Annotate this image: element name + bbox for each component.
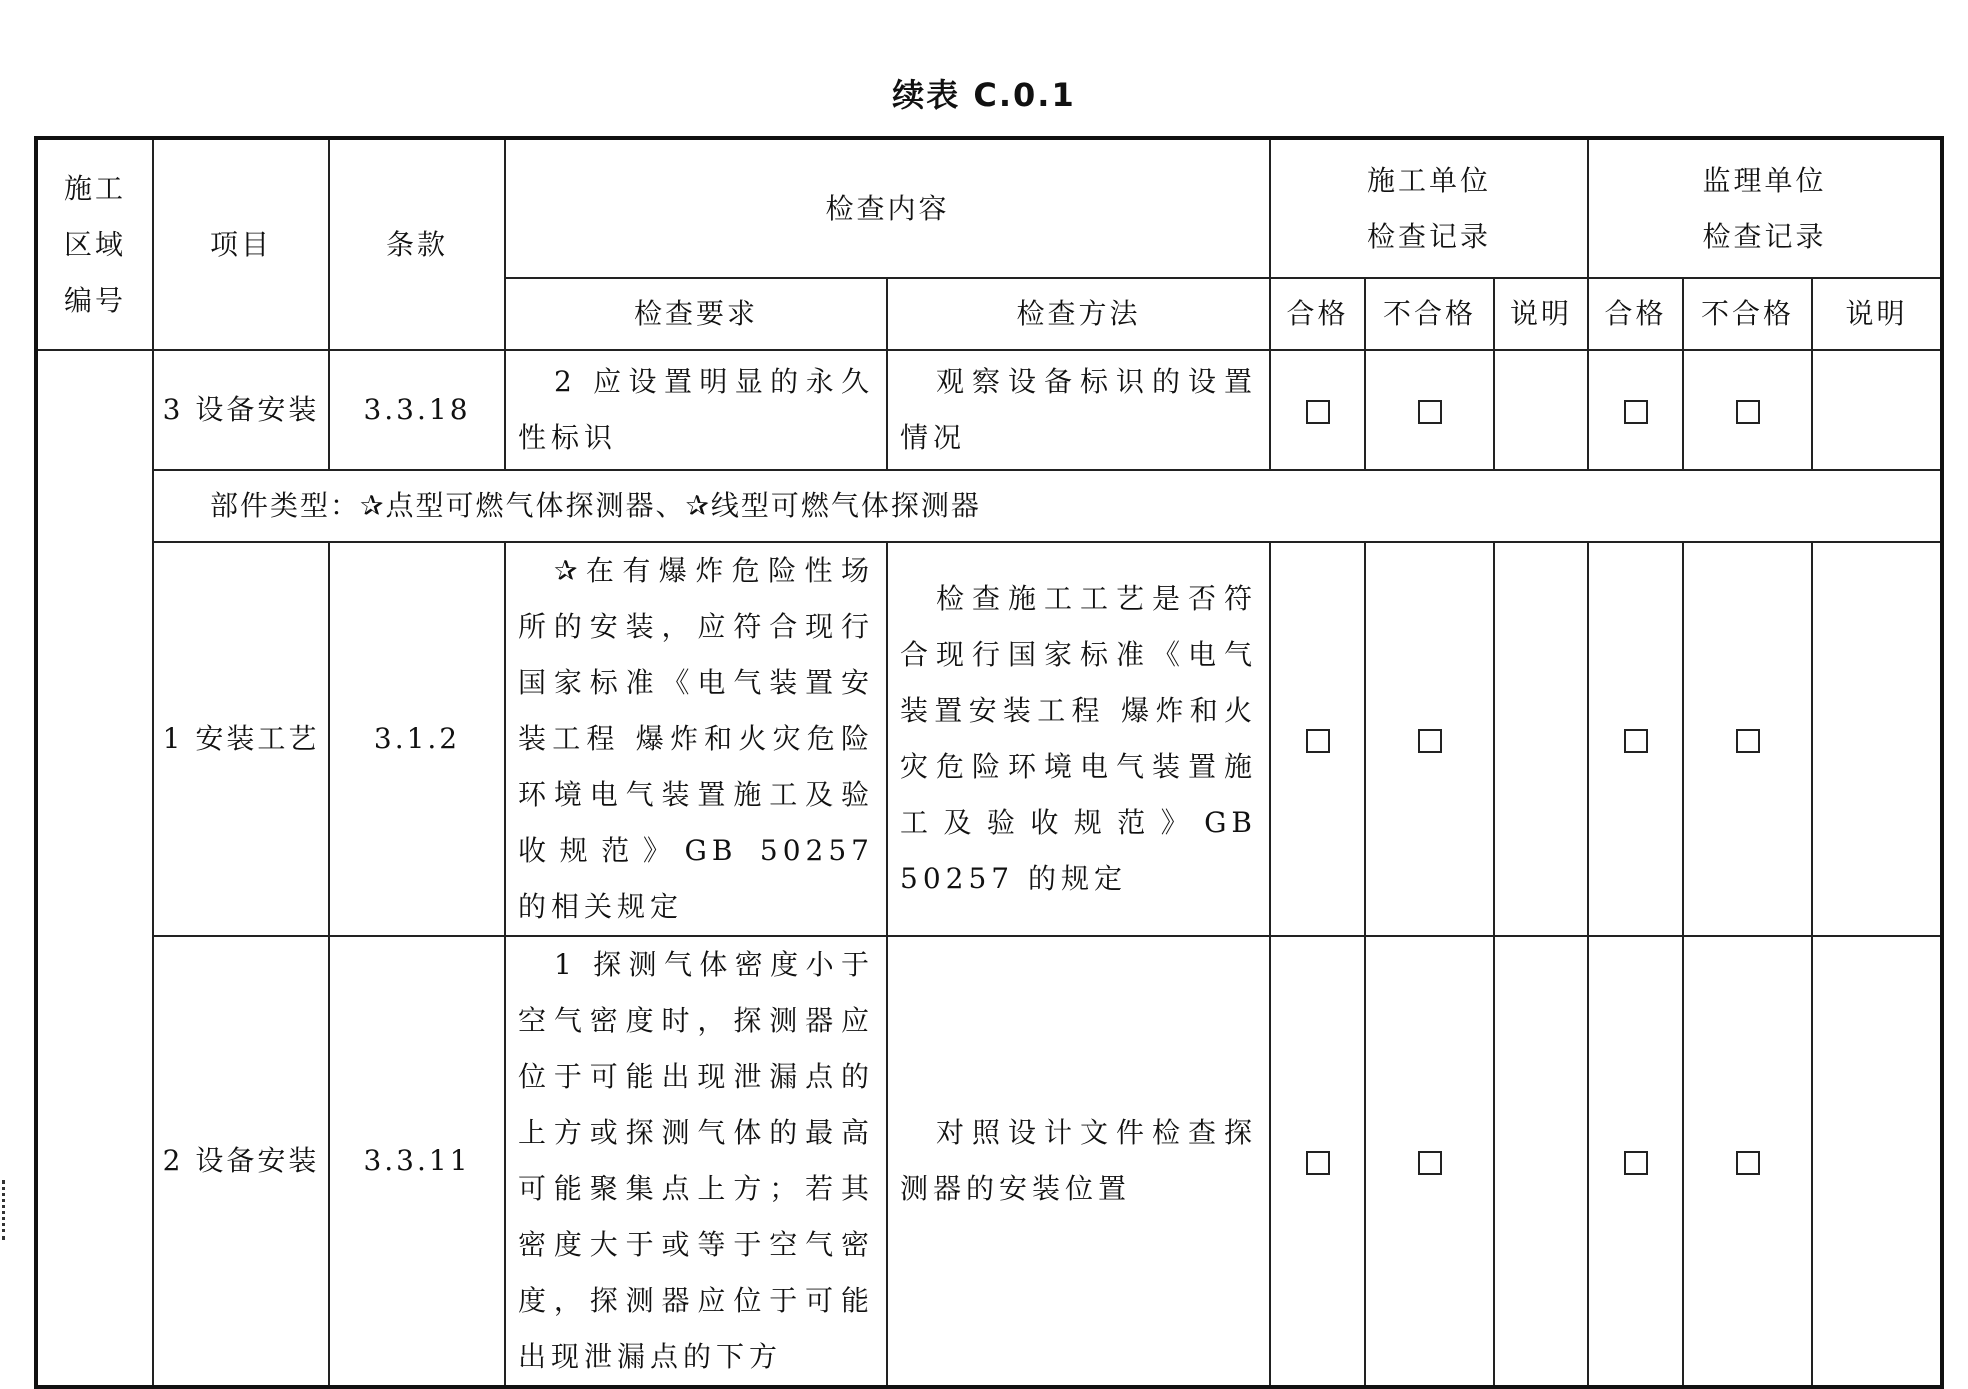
pass-checkbox-supervisor[interactable] [1624,729,1648,753]
fail-cell-supervisor [1683,936,1812,1387]
component-type-label: 部件类型：✰点型可燃气体探测器、✰线型可燃气体探测器 [153,470,1942,542]
table-row [36,350,1942,470]
fail-cell-contractor [1365,350,1494,470]
table-title: 续表 C.0.1 [892,76,1076,114]
section-row [36,470,1942,542]
pass-cell-supervisor [1588,542,1683,936]
note-cell-contractor[interactable] [1494,350,1588,470]
header-requirement: 检查要求 [505,278,887,350]
method-cell: 观察设备标识的设置情况 [887,350,1270,470]
pass-cell-supervisor [1588,350,1683,470]
header-item: 项目 [153,138,329,350]
header-note-supervisor: 说明 [1812,278,1942,350]
fail-cell-supervisor [1683,542,1812,936]
header-clause: 条款 [329,138,505,350]
note-cell-supervisor[interactable] [1812,936,1942,1387]
inspection-table [34,136,1944,1389]
header-contractor-record: 施工单位 检查记录 [1270,138,1588,278]
pass-cell-contractor [1270,350,1365,470]
fail-cell-supervisor [1683,350,1812,470]
item-cell: 3 设备安装 [153,350,329,470]
header-row-1 [36,138,1942,278]
area-code-cell [36,350,153,1387]
fail-checkbox-contractor[interactable] [1418,400,1442,424]
table-row [36,936,1942,1387]
note-cell-supervisor[interactable] [1812,350,1942,470]
pass-checkbox-supervisor[interactable] [1624,400,1648,424]
header-pass-contractor: 合格 [1270,278,1365,350]
header-note-contractor: 说明 [1494,278,1588,350]
header-method: 检查方法 [887,278,1270,350]
table-row [36,542,1942,936]
pass-checkbox-contractor[interactable] [1306,400,1330,424]
header-pass-supervisor: 合格 [1588,278,1683,350]
requirement-cell: 1 探测气体密度小于空气密度时，探测器应位于可能出现泄漏点的上方或探测气体的最高可能聚集点上方；若其密度大于或等于空气密度，探测器应位于可能出现泄漏点的下方 [505,936,887,1387]
pass-checkbox-contractor[interactable] [1306,1151,1330,1175]
header-fail-contractor: 不合格 [1365,278,1494,350]
fail-checkbox-contractor[interactable] [1418,1151,1442,1175]
pass-cell-contractor [1270,936,1365,1387]
note-cell-supervisor[interactable] [1812,542,1942,936]
method-cell: 对照设计文件检查探测器的安装位置 [887,936,1270,1387]
header-supervisor-record: 监理单位 检查记录 [1588,138,1942,278]
header-content: 检查内容 [505,138,1270,278]
fail-checkbox-supervisor[interactable] [1736,729,1760,753]
clause-cell: 3.3.18 [329,350,505,470]
header-area-code: 施工 区域 编号 [36,138,153,350]
item-cell: 2 设备安装 [153,936,329,1387]
header-fail-supervisor: 不合格 [1683,278,1812,350]
fail-cell-contractor [1365,542,1494,936]
fail-cell-contractor [1365,936,1494,1387]
note-cell-contractor[interactable] [1494,936,1588,1387]
requirement-cell: ✰在有爆炸危险性场所的安装，应符合现行国家标准《电气装置安装工程 爆炸和火灾危险环境电气装置施工及验收规范》GB 50257 的相关规定 [505,542,887,936]
pass-checkbox-contractor[interactable] [1306,729,1330,753]
pass-checkbox-supervisor[interactable] [1624,1151,1648,1175]
page-edge-mark [2,1180,11,1240]
pass-cell-supervisor [1588,936,1683,1387]
clause-cell: 3.1.2 [329,542,505,936]
fail-checkbox-contractor[interactable] [1418,729,1442,753]
item-cell: 1 安装工艺 [153,542,329,936]
fail-checkbox-supervisor[interactable] [1736,1151,1760,1175]
note-cell-contractor[interactable] [1494,542,1588,936]
requirement-cell: 2 应设置明显的永久性标识 [505,350,887,470]
pass-cell-contractor [1270,542,1365,936]
clause-cell: 3.3.11 [329,936,505,1387]
method-cell: 检查施工工艺是否符合现行国家标准《电气装置安装工程 爆炸和火灾危险环境电气装置施工及验收规范》GB 50257 的规定 [887,542,1270,936]
fail-checkbox-supervisor[interactable] [1736,400,1760,424]
